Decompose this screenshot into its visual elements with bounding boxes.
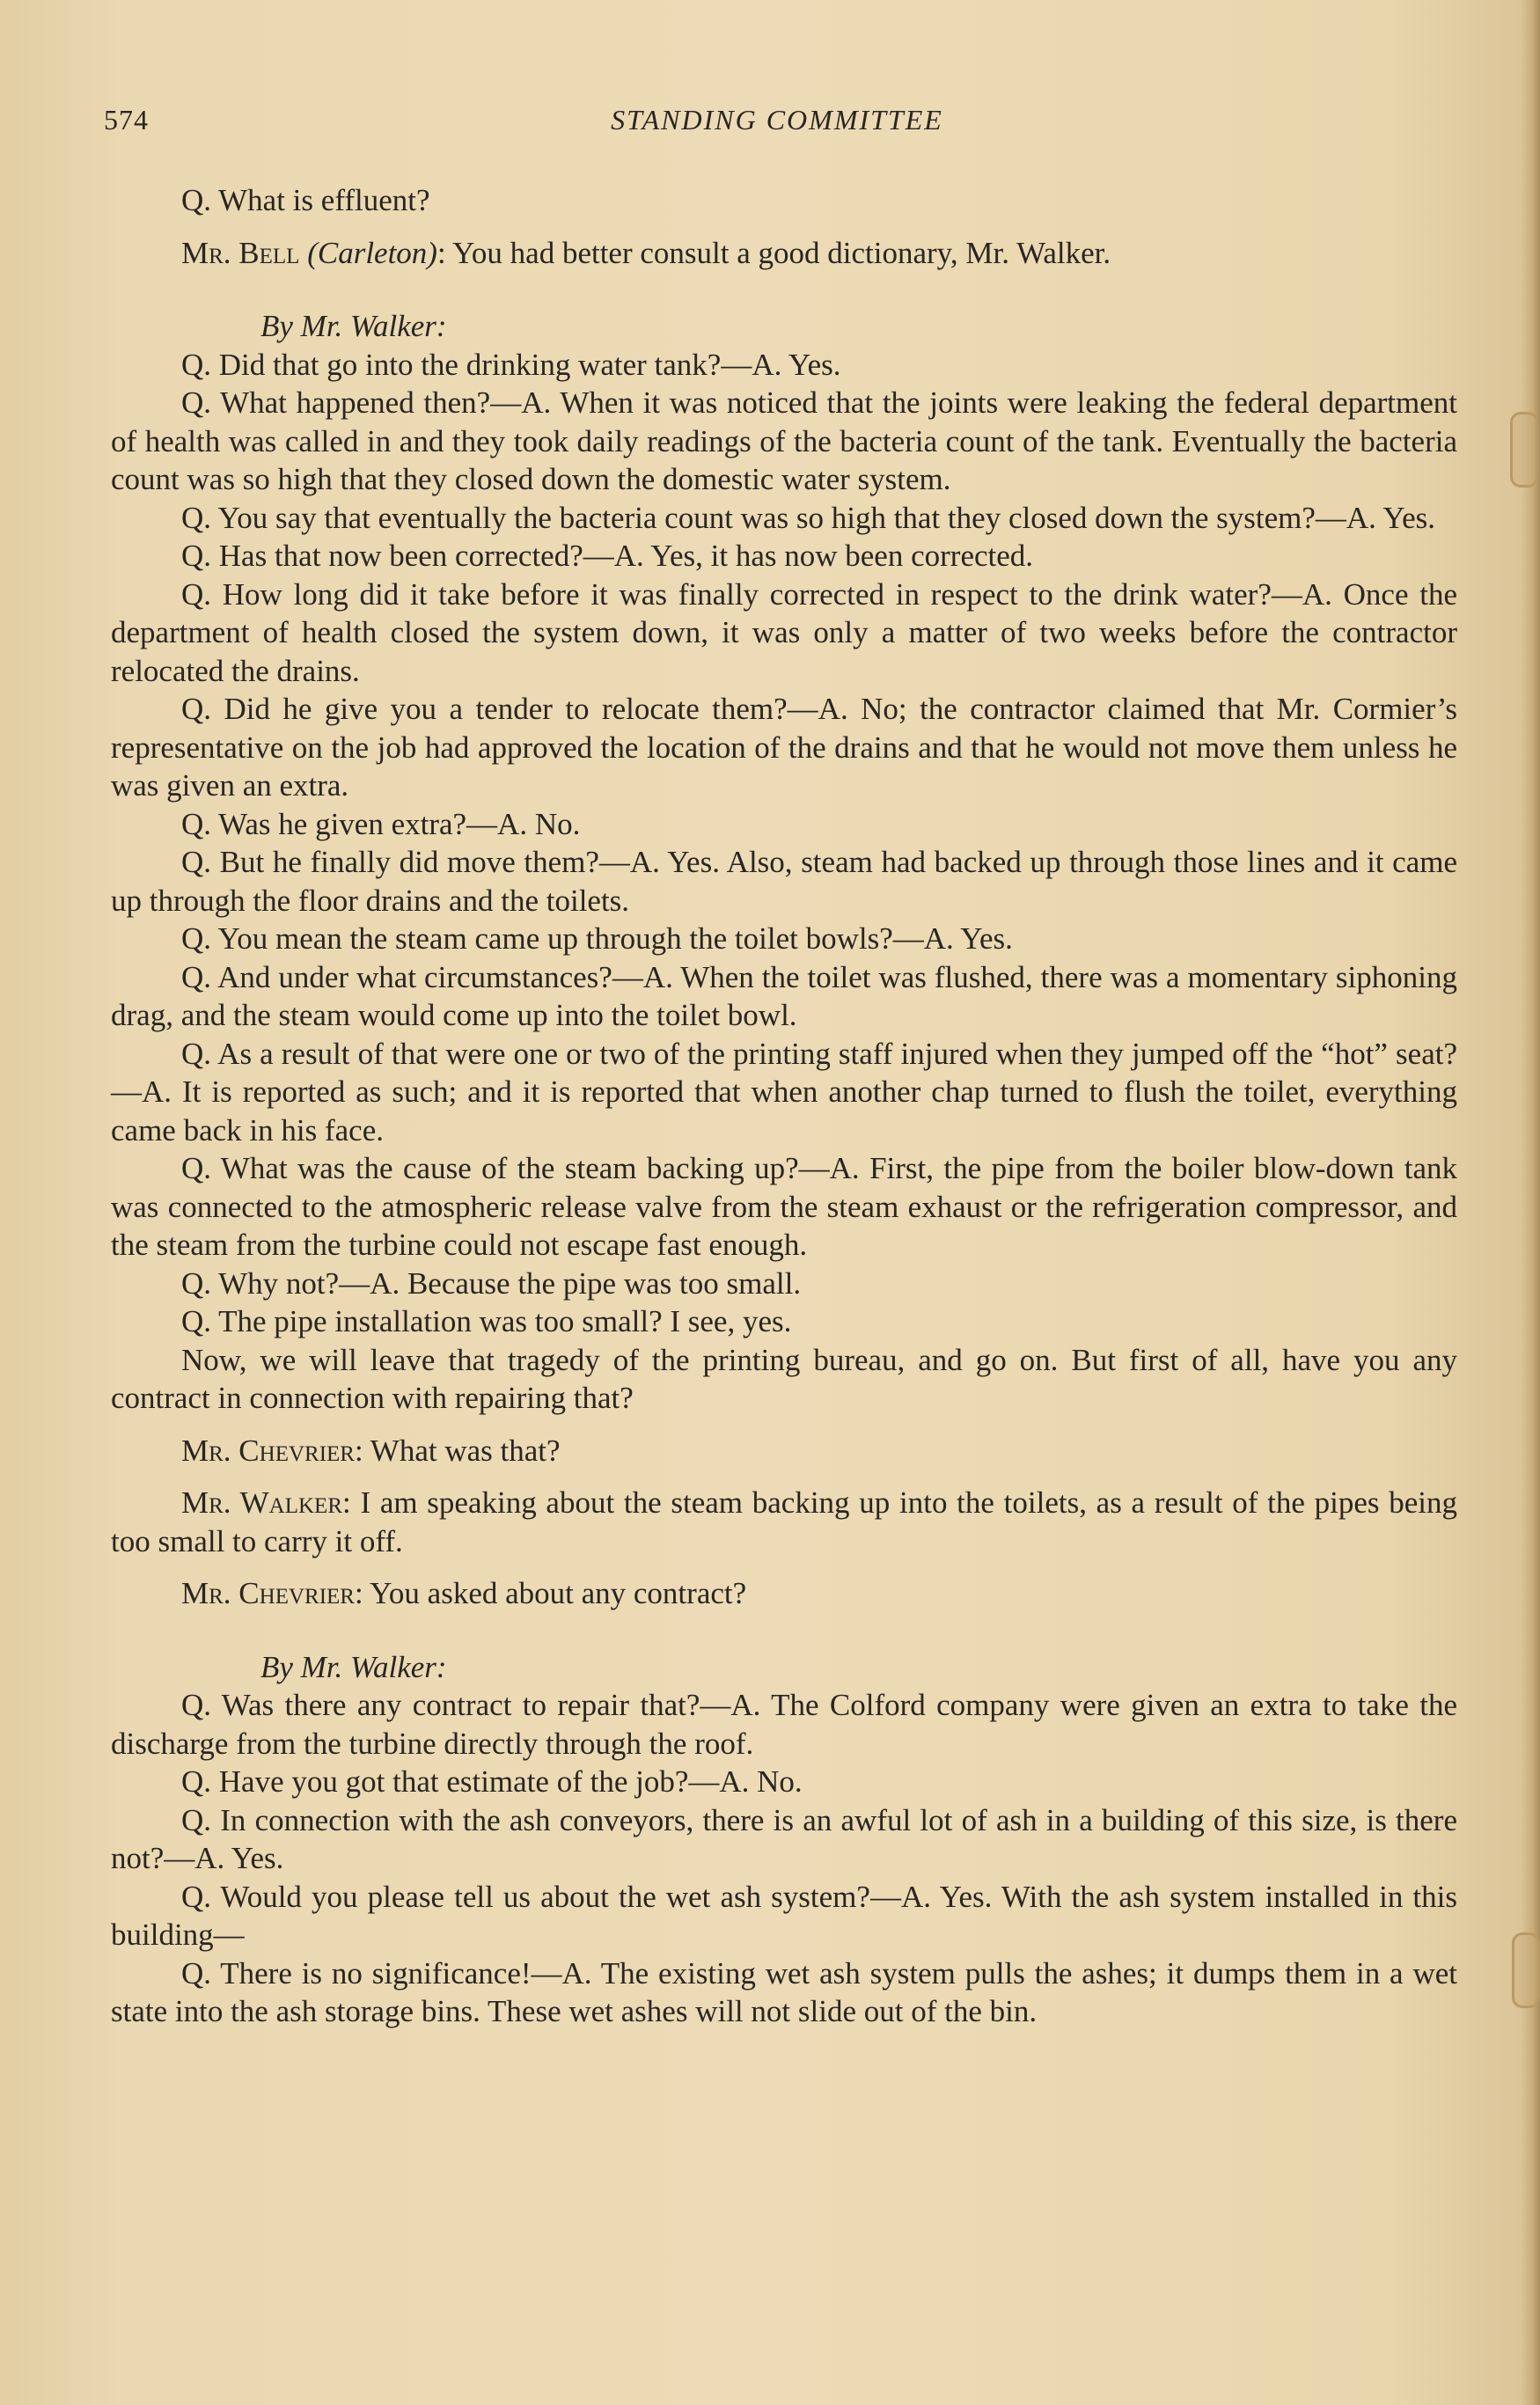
speaker-paragraph — [111, 1432, 1457, 1470]
speech-text: : You asked about any contract? — [354, 1576, 747, 1610]
question-answer-paragraph: Q. Would you please tell us about the wet ash system?—A. Yes. With the ash system installed in this building— — [111, 1879, 1457, 1952]
binding-clip — [1510, 412, 1538, 488]
question-answer-paragraph: Q. What was the cause of the steam backing up?—A. First, the pipe from the boiler blow-down tank was connected to the atmospheric release valve from the steam exhaust or the refrigeration compressor, and the steam from the turbine could not escape fast enough. — [111, 1151, 1457, 1262]
page-header — [104, 104, 1459, 148]
question-answer-paragraph: Q. Has that now been corrected?—A. Yes, it has now been corrected. — [181, 539, 1034, 573]
speaker-riding: (Carleton) — [307, 235, 437, 270]
question-answer-paragraph: Q. Was there any contract to repair that?—A. The Colford company were given an extra to take the discharge from the turbine directly through the roof. — [111, 1688, 1457, 1761]
binding-clip — [1512, 1932, 1540, 2008]
page-number: 574 — [104, 104, 149, 136]
question-answer-paragraph: Q. You say that eventually the bacteria count was so high that they closed down the system?—A. Yes. — [181, 500, 1436, 535]
question-answer-paragraph: Q. And under what circumstances?—A. When the toilet was flushed, there was a momentary siphoning drag, and the steam would come up into the toilet bowl. — [111, 959, 1457, 1032]
speech-text: : I am speaking about the steam backing up into the toilets, as a result of the pipes being too small to carry it off. — [111, 1485, 1457, 1558]
speaker-name: Mr. Bell — [181, 235, 300, 270]
question-answer-paragraph: Q. What is effluent? — [181, 183, 430, 217]
speaker-paragraph — [111, 234, 1457, 273]
speaker-paragraph — [111, 1484, 1457, 1560]
speech-text: : What was that? — [354, 1433, 561, 1468]
question-answer-paragraph: Now, we will leave that tragedy of the printing bureau, and go on. But first of all, have you any contract in connection with repairing that? — [111, 1342, 1457, 1415]
running-head: STANDING COMMITTEE — [611, 104, 943, 136]
question-answer-paragraph: Q. You mean the steam came up through the toilet bowls?—A. Yes. — [181, 921, 1013, 956]
question-answer-paragraph: Q. As a result of that were one or two of the printing staff injured when they jumped off the “hot” seat?—A. It is reported as such; and it is reported that when another chap turned to flush the toilet, everything came back in his face. — [111, 1036, 1457, 1148]
question-answer-paragraph: Q. There is no significance!—A. The existing wet ash system pulls the ashes; it dumps them in a wet state into the ash storage bins. These wet ashes will not slide out of the bin. — [111, 1955, 1457, 2028]
speaker-name: Mr. Chevrier — [181, 1576, 355, 1610]
page-edge — [1521, 0, 1540, 2405]
question-answer-paragraph: Q. What happened then?—A. When it was noticed that the joints were leaking the federal department of health was called in and they took daily readings of the bacteria count of the tank. Eventually the bacteria count was so high that they closed down the domestic water system. — [111, 385, 1457, 496]
speech-text: : You had better consult a good dictionary, Mr. Walker. — [436, 235, 1111, 270]
speaker-paragraph — [111, 1574, 1457, 1613]
examiner-byline: By Mr. Walker: — [260, 309, 447, 343]
question-answer-paragraph: Q. The pipe installation was too small? I see, yes. — [181, 1304, 792, 1338]
question-answer-paragraph: Q. Was he given extra?—A. No. — [181, 806, 581, 841]
question-answer-paragraph: Q. Why not?—A. Because the pipe was too small. — [181, 1265, 802, 1301]
question-answer-paragraph: Q. But he finally did move them?—A. Yes. Also, steam had backed up through those lines and it came up through the floor drains and the toilets. — [111, 845, 1457, 918]
speaker-name: Mr. Chevrier — [181, 1433, 355, 1468]
speaker-name: Mr. Walker — [181, 1485, 342, 1520]
question-answer-paragraph: Q. Did he give you a tender to relocate them?—A. No; the contractor claimed that Mr. Cormier’s representative on the job had approved the location of the drains and that he would not move them unless he was given an extra. — [111, 692, 1457, 803]
question-answer-paragraph: Q. Have you got that estimate of the job?—A. No. — [181, 1764, 803, 1799]
question-answer-paragraph: Q. In connection with the ash conveyors, there is an awful lot of ash in a building of this size, is there not?—A. Yes. — [111, 1802, 1457, 1875]
question-answer-paragraph: Q. How long did it take before it was finally corrected in respect to the drink water?—A. Once the department of health closed the system down, it was only a matter of two weeks before the contractor relocated the drains. — [111, 576, 1457, 688]
question-answer-paragraph: Q. Did that go into the drinking water tank?—A. Yes. — [181, 347, 841, 382]
transcript-body — [111, 181, 1457, 2031]
examiner-byline: By Mr. Walker: — [260, 1649, 447, 1684]
